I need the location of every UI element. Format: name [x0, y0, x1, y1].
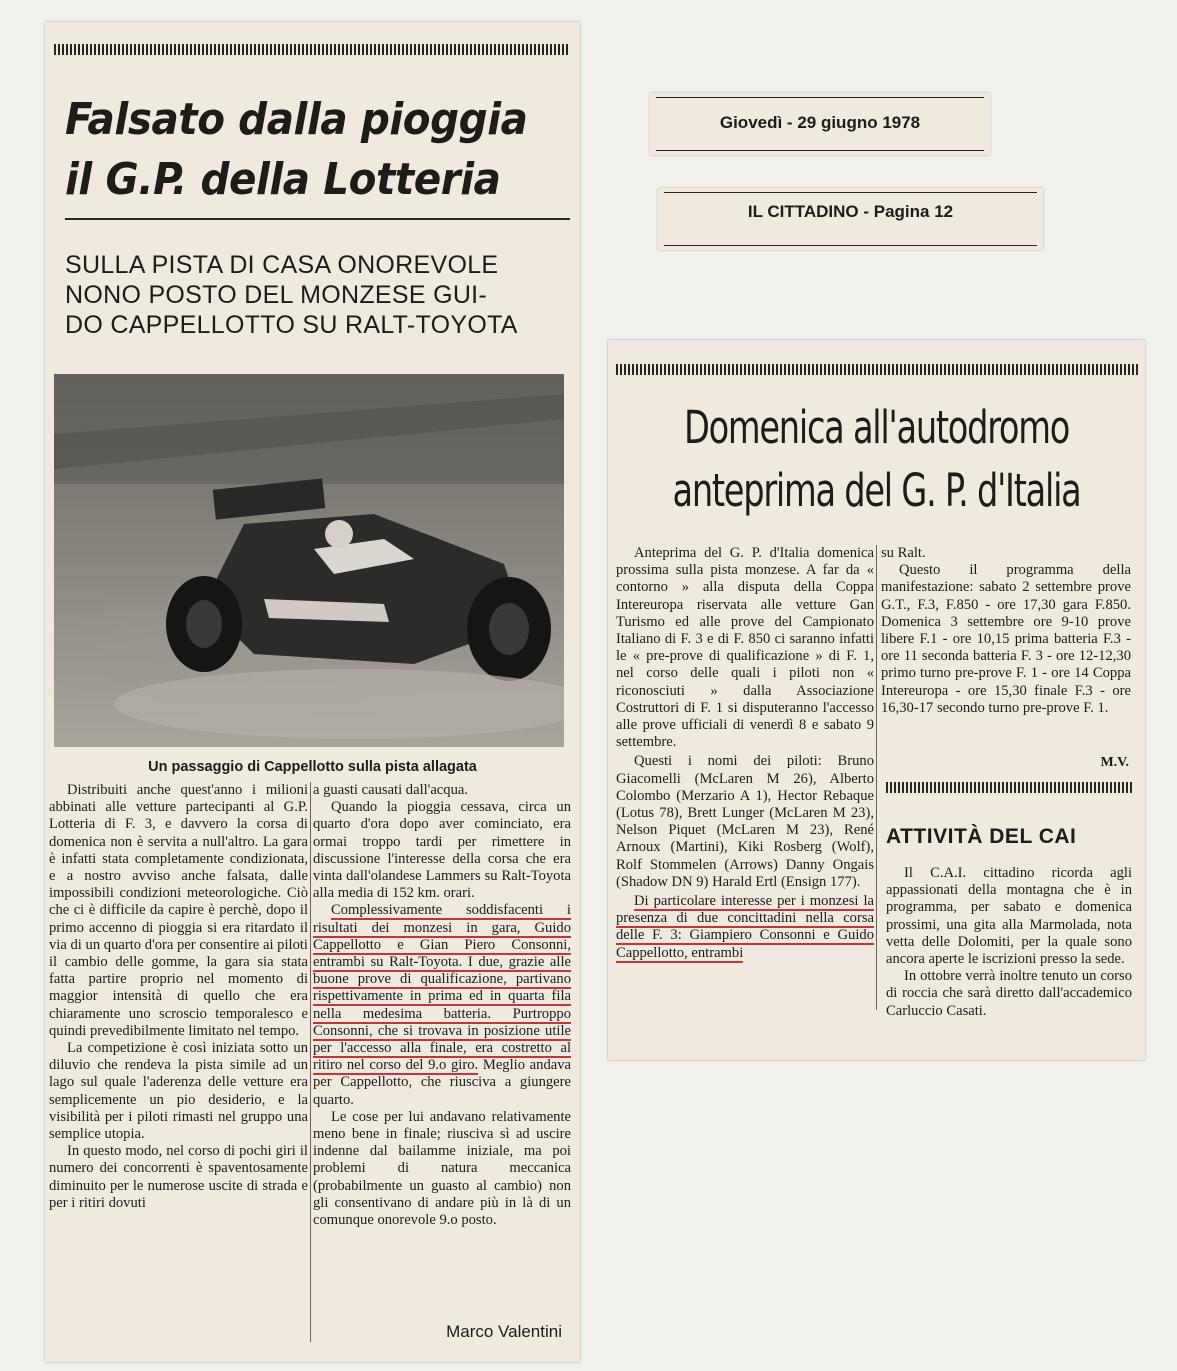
page-strip [658, 188, 1043, 250]
publication-date: Giovedì - 29 giugno 1978 [719, 113, 921, 132]
strip-rule [656, 150, 984, 151]
publication-page: IL CITTADINO - Pagina 12 [747, 202, 954, 221]
paragraph: Questi i nomi dei piloti: Bruno Giacomelli (McLaren M 26), Alberto Colombo (Merzario A 1), Hector Rebaque (Lotus 78), Brett Lunger (McLaren M 23), Nelson Piquet (McLaren M 23), René Arnoux (Martini), Kiki Rosberg (Wolf), Rolf Stommelen (Arrows) Danny Ongais (Shadow DN 9) Harald Ertl (Ensign 177). [616, 753, 874, 890]
paragraph: Il C.A.I. cittadino ricorda agli appassionati della montagna che è in programma, per sabato e domenica prossimi, una gita alla Marmolada, nota vetta delle Dolomiti, per la quale sono ancora aperte le iscrizioni presso la sede. [886, 865, 1132, 968]
paragraph: Quando la pioggia cessava, circa un quarto d'ora dopo aver cominciato, era ormai troppo tardi per rimettere in discussione l'interesse della corsa che era vinta dall'olandese Lammers su Ralt-Toyota alla media di 152 km. orari. [313, 799, 571, 902]
column-divider [876, 545, 877, 1010]
paragraph: Distribuiti anche quest'anno i milioni abbinati alle vetture partecipanti al G.P. Lotteria di F. 3, e davvero la corsa di domenica non è servita a null'altro. La gara è infatti stata completamente condizionata, e a nostro avviso anche falsata, dalle impossibili condizioni meteorologiche. Ciò che ci è difficile da capire è perchè, dopo il primo accenno di pioggia si era ritardato il via di un quarto d'ora per consentire ai piloti il cambio delle gomme, la gara sia stata fatta partire proprio nel momento di maggior intensità di quello che era chiaramente uno scroscio temporalesco e quindi prevedibilmente limitato nel tempo. [49, 782, 308, 1039]
race-car-photo [54, 374, 564, 747]
strip-rule [656, 97, 984, 98]
paragraph-text: Meglio andava per Cappellotto, che riusciva a giungere quarto. [313, 1057, 571, 1108]
paragraph-highlighted [616, 893, 874, 962]
paragraph: In ottobre verrà inoltre tenuto un corso di roccia che sarà diretto dall'accademico Carluccio Casati. [886, 968, 1132, 1019]
signoff: M.V. [1100, 755, 1129, 770]
strip-rule [664, 192, 1037, 193]
article-subheadline: SULLA PISTA DI CASA ONOREVOLE NONO POSTO DEL MONZESE GUI- DO CAPPELLOTTO SU RALT-TOYOTA [65, 251, 518, 339]
article-column-2 [313, 782, 571, 1229]
article-column-1 [49, 782, 308, 1212]
paragraph: Le cose per lui andavano relativamente meno bene in finale; riusciva sì ad uscire indenne dal bailamme iniziale, ma poi problemi di natura meccanica (probabilmente un guasto al cambio) non gli consentivano di andare più in là di un comunque onorevole 9.o posto. [313, 1108, 571, 1229]
article-clipping-left [45, 22, 580, 1362]
headline-rule [65, 218, 570, 220]
article-column-1 [616, 545, 874, 962]
paragraph: Questo il programma della manifestazione: sabato 2 settembre prove G.T., F.3, F.850 - ore 17,30 gara F.850. Domenica 3 settembre ore 9-10 prove libere F.1 - ore 10,15 prima batteria F.3 - ore 11 seconda batteria F. 3 - ore 12-12,30 primo turno pre-prove F. 1 - ore 14 Coppa Intereuropa - ore 15,30 finale F.3 - ore 16,30-17 secondo turno pre-prove F. 1. [881, 562, 1131, 716]
byline: Marco Valentini [446, 1322, 562, 1341]
paragraph: Anteprima del G. P. d'Italia domenica prossima sulla pista monzese. A far da « contorno » alla disputa della Coppa Intereuropa riservata alle vetture Gan Turismo ed alle prove del Campionato Italiano di F. 3 e di F. 850 ci saranno infatti le « pre-prove di qualificazione » di F. 1, nel corso delle quali i piloti non « riconosciuti » dalla Associazione Costruttori di F. 1 si disputeranno l'accesso alle prove ufficiali di venerdì 8 e sabato 9 settembre. [616, 545, 874, 751]
column-divider [310, 782, 311, 1342]
hatched-rule [886, 782, 1132, 793]
hatched-rule [616, 364, 1138, 375]
article-column-2 [881, 545, 1131, 717]
race-car-illustration [54, 374, 564, 747]
paragraph: In questo modo, nel corso di pochi giri il numero dei concorrenti è spaventosamente diminuito per le numerose uscite di strada e per i ritiri dovuti [49, 1143, 308, 1211]
photo-caption: Un passaggio di Cappellotto sulla pista allagata [148, 759, 477, 775]
date-strip [650, 93, 990, 155]
strip-rule [664, 245, 1037, 246]
paragraph: La competizione è così iniziata sotto un diluvio che rendeva la pista simile ad un lago sul quale l'aderenza delle vetture era semplicemente un pio desiderio, e la visibilità per i piloti rimasti nel gruppo una semplice utopia. [49, 1040, 308, 1143]
section-title: ATTIVITÀ DEL CAI [886, 825, 1077, 848]
hatched-rule [54, 44, 569, 55]
article-clipping-right [608, 340, 1145, 1060]
paragraph: a guasti causati dall'acqua. [313, 782, 468, 798]
paragraph: su Ralt. [881, 545, 926, 561]
paragraph-highlighted [313, 902, 571, 1108]
article-headline: Falsato dalla pioggia il G.P. della Lotteria [65, 94, 528, 205]
red-underlined-text: Di particolare interesse per i monzesi la presenza di due concittadini nella corsa delle F. 3: Giampiero Consonni e Guido Cappellotto, entrambi [616, 893, 874, 961]
red-underlined-text: Complessivamente soddisfacenti i risultati dei monzesi in gara, Guido Cappellotto e Gian Piero Consonni, entrambi su Ralt-Toyota. I due, grazie alle buone prove di qualificazione, partivano rispettivamente in prima ed in quarta fila nella medesima batteria. Purtroppo Consonni, che si trovava in posizione utile per l'accesso alla finale, era costretto al ritiro nel corso del 9.o giro. [313, 902, 571, 1074]
cai-column [886, 865, 1132, 1020]
article-headline: Domenica all'autodromo anteprima del G. P. d'Italia [672, 401, 1081, 517]
